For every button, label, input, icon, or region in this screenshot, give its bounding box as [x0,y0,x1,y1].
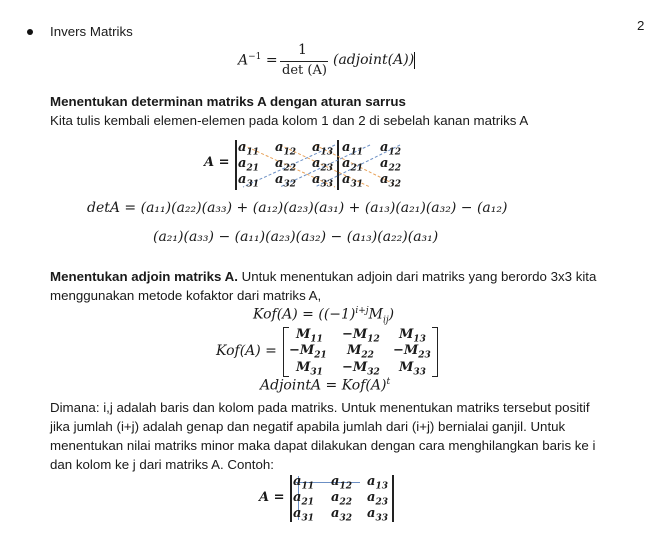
dimana-line-2: jika jumlah (i+j) adalah genap dan negatif apabila jumlah dari (i+j) bernialai ganjil. Untuk [50,419,566,434]
dimana-line-1: Dimana: i,j adalah baris dan kolom pada matriks. Untuk menentukan matriks tersebut positif [50,400,590,415]
section1-text: Kita tulis kembali elemen-elemen pada kolom 1 dan 2 di sebelah kanan matriks A [50,113,529,128]
section2-paragraph [50,267,596,286]
sarrus-cell: $a_{13}$ [312,140,333,158]
section2-text1: Untuk menentukan adjoin dari matriks yang berordo 3x3 kita [237,269,597,284]
sarrus-cell: $a_{12}$ [380,140,401,158]
det-line-1: detA = (a₁₁)(a₂₂)(a₃₃) + (a₁₂)(a₂₃)(a₃₁) + (a₁₃)(a₂₁)(a₃₂) − (a₁₂) [87,200,508,216]
det-line-2: (a₂₁)(a₃₃) − (a₁₁)(a₂₃)(a₃₂) − (a₁₃)(a₂₂)(a₃₁) [153,229,439,245]
sarrus-cell: $a_{31}$ [342,172,363,190]
section2-text2: menggunakan metode kofaktor dari matriks A, [50,288,322,303]
section2-heading: Menentukan adjoin matriks A. [50,269,238,284]
inverse-denominator: det (A) [282,63,327,78]
adjoint-formula: AdjointA = $Kof(A)^t$ [260,377,391,394]
sarrus-cell: $a_{22}$ [380,156,401,174]
dimana-line-4: dan kolom ke j dari matriks A. Contoh: [50,457,274,472]
sarrus-cell: $a_{21}$ [238,156,259,174]
kof-bracket-right [432,327,438,377]
example-bar-right [392,475,394,522]
sarrus-cell: $a_{22}$ [275,156,296,174]
example-bar-left [290,475,292,522]
bullet-heading: Invers Matriks [50,24,133,39]
sarrus-cell: $a_{31}$ [238,172,259,190]
sarrus-cell: $a_{12}$ [275,140,296,158]
inverse-lhs: $A^{-1}$ = [238,52,278,69]
bullet-dot-icon [27,29,33,35]
kof-matrix-label: Kof(A) = [216,343,277,359]
sarrus-cell: $a_{11}$ [238,140,259,158]
text-cursor [414,52,415,69]
example-label: A = [259,490,285,505]
fraction-bar [280,61,328,62]
sarrus-cell: $a_{23}$ [312,156,333,174]
sarrus-cell: $a_{32}$ [380,172,401,190]
sarrus-label: A = [204,155,230,170]
inverse-rhs: (adjoint(A)) [333,52,415,68]
sarrus-cell: $a_{11}$ [342,140,363,158]
page-number: 2 [637,18,645,33]
kof-formula: $Kof(A) = ((-1)^{i+j}M_{ij})$ [253,306,395,326]
sarrus-cell: $a_{32}$ [275,172,296,190]
dimana-line-3: menentukan nilai matriks minor maka dapat dilakukan dengan cara menghilangkan baris ke i [50,438,596,453]
sarrus-cell: $a_{21}$ [342,156,363,174]
section1-heading: Menentukan determinan matriks A dengan aturan sarrus [50,94,406,109]
dimana-paragraph [50,398,650,474]
inverse-numerator: 1 [298,42,307,58]
sarrus-cell: $a_{33}$ [312,172,333,190]
